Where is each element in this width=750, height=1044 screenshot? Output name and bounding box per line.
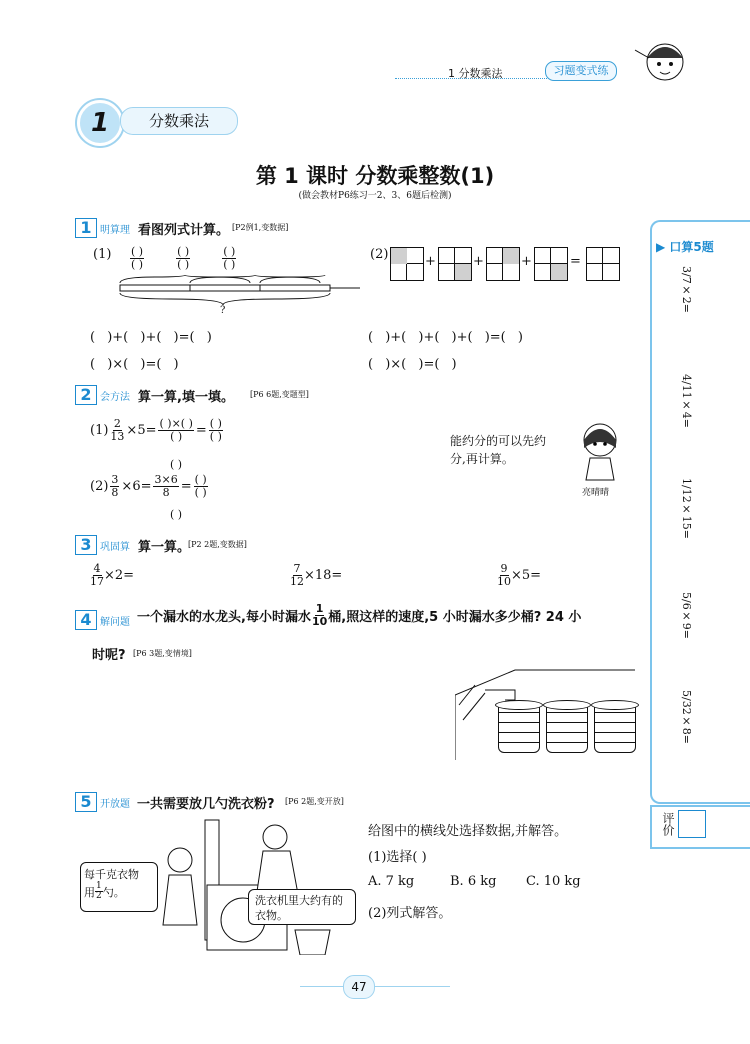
bucket-1-icon <box>498 705 540 753</box>
sidebar-item-2: 4/11×4= <box>680 374 693 428</box>
q3-item-3: $\frac{9}{10}$ ×5= <box>497 562 542 588</box>
q3-text: 算一算。 <box>138 540 191 555</box>
q1-question-mark: ? <box>220 305 226 316</box>
sidebar-item-1: 3/7×2= <box>680 266 693 313</box>
q2-cancel-bottom: ( ) <box>170 508 183 521</box>
q1-segment-diagram <box>115 275 365 315</box>
footer-line <box>300 986 450 987</box>
q5-instruction: 给图中的横线处选择数据,并解答。 <box>368 824 568 839</box>
q2-hint-bubble: 能约分的可以先约分,再计算。 <box>450 434 547 466</box>
q4-text-cont: 时呢? <box>92 648 126 663</box>
chapter-number-badge: 1 <box>77 100 123 146</box>
q1-part2-label: (2) <box>370 247 389 262</box>
q1-text: 看图列式计算。 <box>138 223 230 238</box>
q2-text: 算一算,填一填。 <box>138 390 234 405</box>
girl-character-icon <box>570 418 630 483</box>
sidebar-item-4: 5/6×9= <box>680 592 693 639</box>
evaluation-box[interactable] <box>678 810 706 838</box>
laundry-illustration <box>145 815 345 955</box>
q5-bubble-left: 每千克衣物 用 $\frac{1}{2}$ 勺。 <box>80 862 158 912</box>
q2-ref: [P6 6题,变题型] <box>250 390 309 399</box>
sidebar-item-3: 1/12×15= <box>680 478 693 539</box>
q5-option-c[interactable]: C. 10 kg <box>526 874 581 889</box>
q3-item-2: $\frac{7}{12}$ ×18= <box>290 562 343 588</box>
q2-number: 2 <box>75 385 97 405</box>
q1-grid-5 <box>586 247 620 281</box>
q4-number: 4 <box>75 610 97 630</box>
sidebar-panel <box>650 220 750 804</box>
q1-grid-3 <box>486 247 520 281</box>
page-number: 47 <box>343 975 375 999</box>
q2-line2: (2) $\frac{3}{8}$ ×6= $\frac{3\times 6}{8}$ = $\frac{( )}{( )}$ <box>90 473 207 499</box>
q2-line1: (1) $\frac{2}{13}$ ×5= $\frac{( )\times( )}{( )}$ = $\frac{( )}{( )}$ <box>90 417 222 443</box>
q1-tag: 明算理 <box>100 225 130 236</box>
lesson-title: 第 1 课时 分数乘整数(1) <box>255 164 495 188</box>
sidebar-title: ▶ 口算5题 <box>656 240 714 254</box>
evaluation-label: 评价 <box>661 812 675 836</box>
q2-tag: 会方法 <box>100 392 130 403</box>
q2-cancel-top: ( ) <box>170 458 183 471</box>
q1-row1-right[interactable]: ( )+( )+( )+( )=( ) <box>368 330 523 345</box>
q5-number: 5 <box>75 792 97 812</box>
cartoon-boy-icon <box>625 30 695 90</box>
lesson-subtitle: (做会教材P6练习一2、3、6题后检测) <box>298 191 452 201</box>
q1-row2-right[interactable]: ( )×( )=( ) <box>368 357 457 372</box>
sidebar-item-5: 5/32×8= <box>680 690 693 744</box>
q4-text: 一个漏水的水龙头,每小时漏水 $\frac{1}{10}$ 桶,照这样的速度,5 小时漏水多少桶? 24 小 <box>137 602 582 628</box>
q1-seg-fractions: $\frac{( )}{( )}$ $\frac{( )}{( )}$ $\frac{( )}{( )}$ <box>131 245 236 271</box>
q1-row1-left[interactable]: ( )+( )+( )=( ) <box>90 330 212 345</box>
q4-ref: [P6 3题,变情境] <box>133 649 192 658</box>
q1-row2-left[interactable]: ( )×( )=( ) <box>90 357 179 372</box>
bucket-2-icon <box>546 705 588 753</box>
q3-ref: [P2 2题,变数据] <box>188 540 247 549</box>
q5-text: 一共需要放几勺洗衣粉? <box>137 797 275 812</box>
q1-grid-2 <box>438 247 472 281</box>
q5-tag: 开放题 <box>100 799 130 810</box>
q1-grid-1 <box>390 247 424 281</box>
bucket-3-icon <box>594 705 636 753</box>
girl-name: 亮晴晴 <box>582 488 610 498</box>
q5-ref: [P6 2题,变开放] <box>285 797 344 806</box>
q3-tag: 巩固算 <box>100 542 130 553</box>
q5-bubble-right: 洗衣机里大约有的衣物。 <box>248 889 356 925</box>
q1-number: 1 <box>75 218 97 238</box>
q1-grid-4 <box>534 247 568 281</box>
header-tab: 习题变式练 <box>545 61 617 81</box>
chapter-title: 分数乘法 <box>120 107 238 135</box>
q5-option-a[interactable]: A. 7 kg <box>368 874 415 889</box>
q5-option-b[interactable]: B. 6 kg <box>450 874 497 889</box>
q1-part1-label: (1) <box>93 247 112 262</box>
q4-tag: 解问题 <box>100 617 130 628</box>
header-chapter: 1 分数乘法 <box>448 67 503 80</box>
q5-solve: (2)列式解答。 <box>368 906 452 921</box>
q1-ref: [P2例1,变数据] <box>232 223 289 232</box>
q3-number: 3 <box>75 535 97 555</box>
q3-item-1: $\frac{4}{17}$ ×2= <box>90 562 135 588</box>
q5-choose[interactable]: (1)选择( ) <box>368 850 427 865</box>
